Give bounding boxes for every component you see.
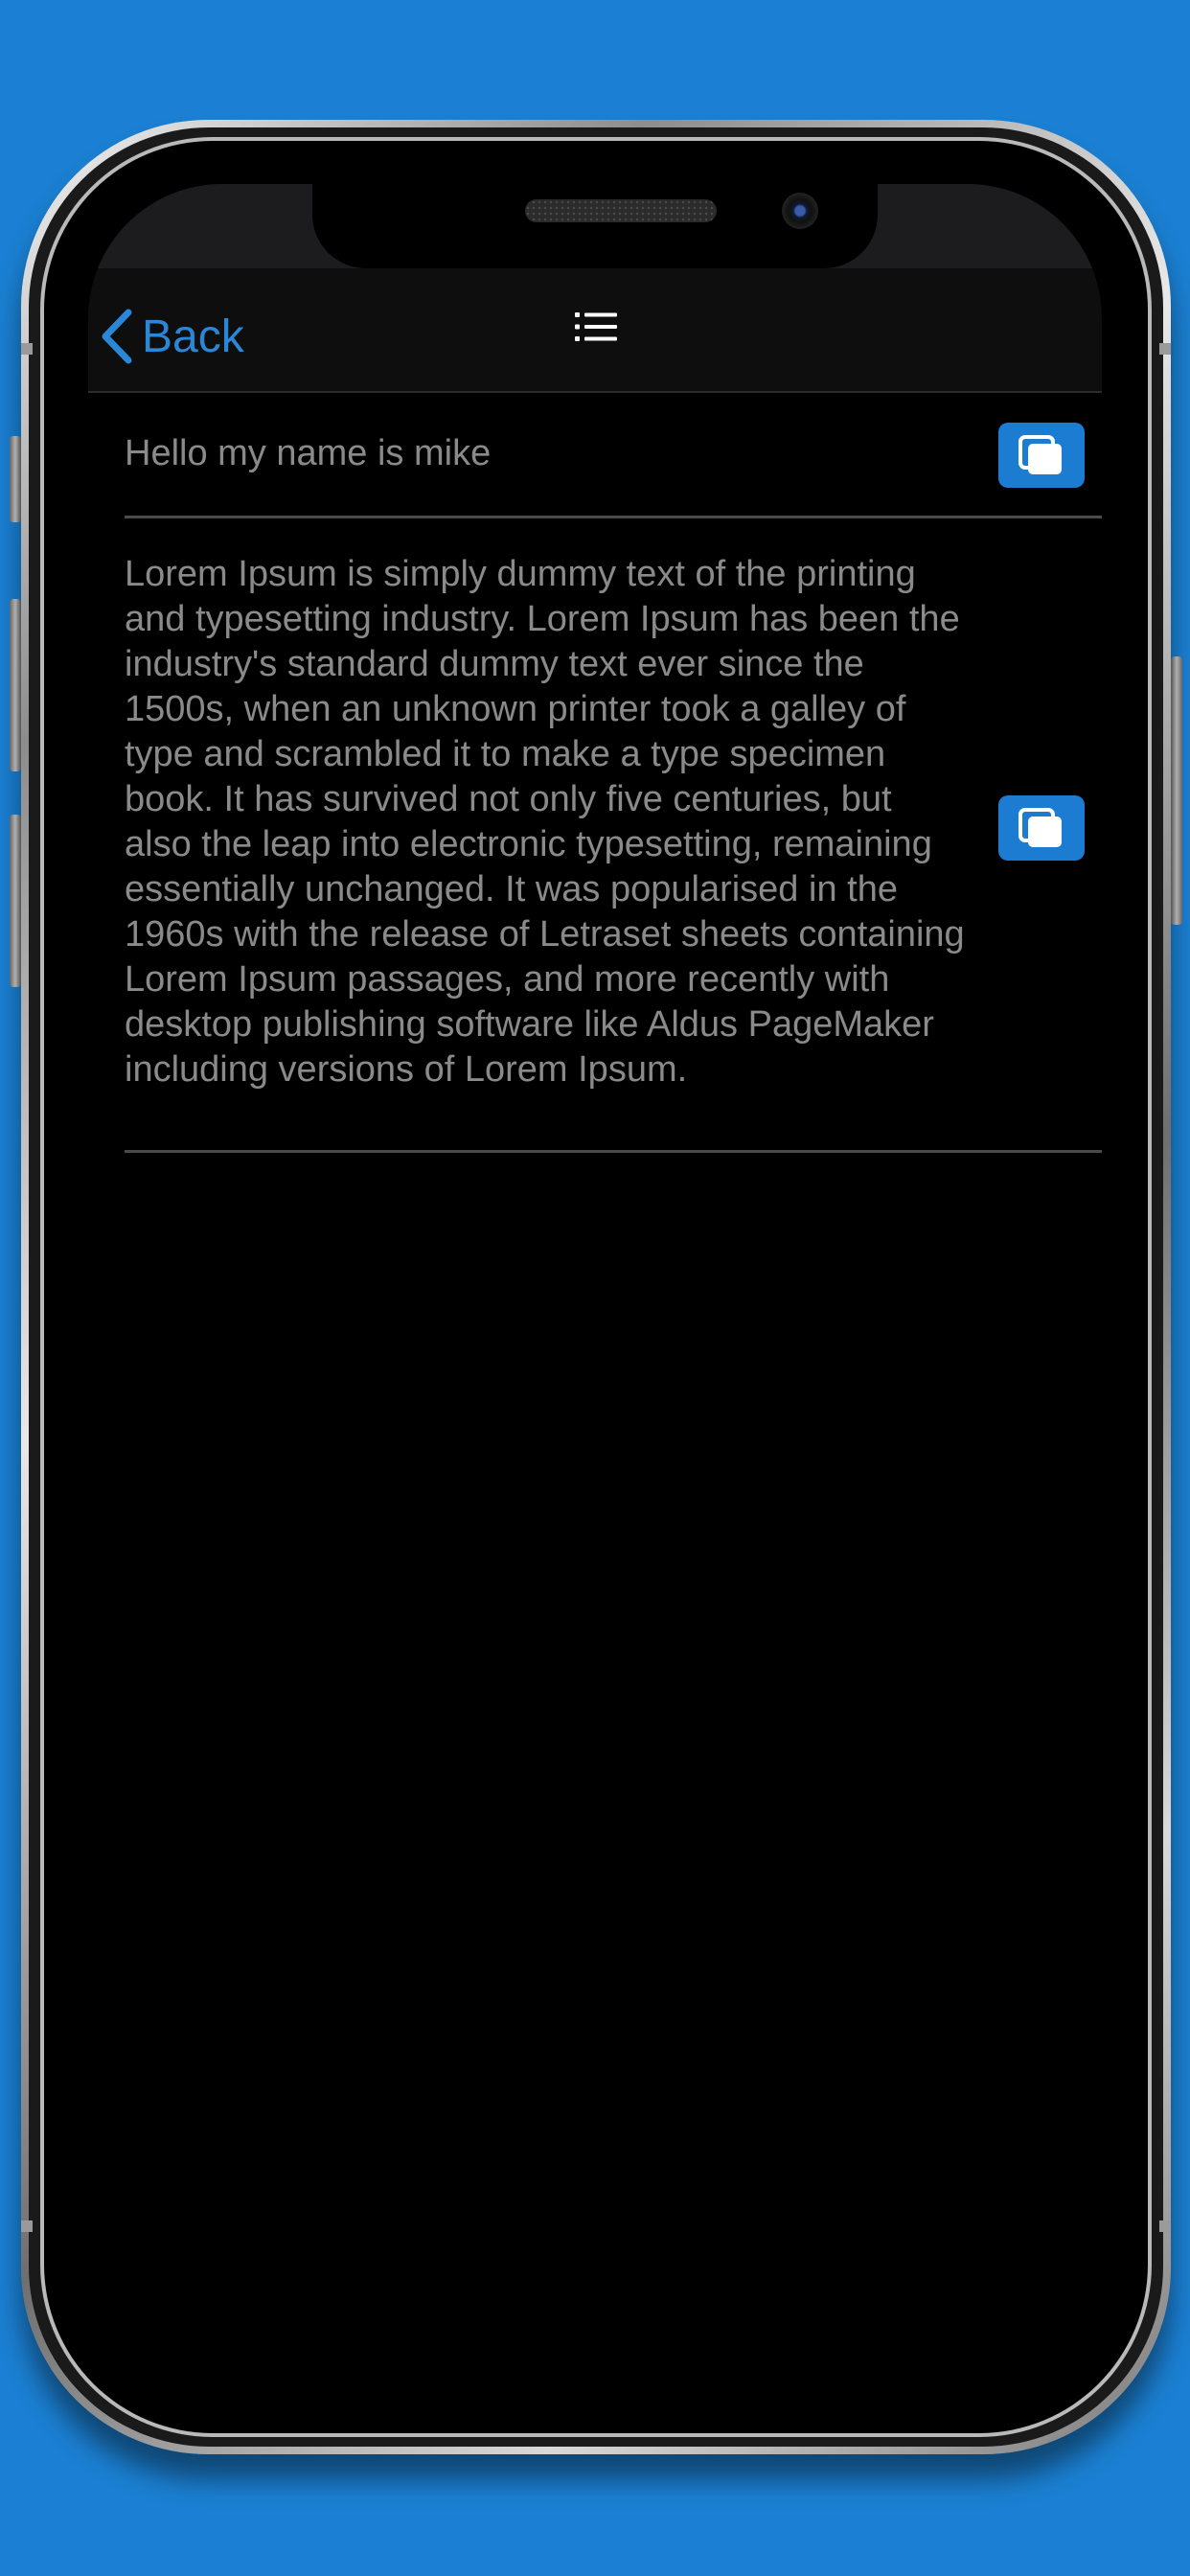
item-text: Hello my name is mike bbox=[125, 433, 492, 473]
mute-switch bbox=[10, 436, 21, 522]
antenna-band bbox=[21, 343, 33, 355]
notch bbox=[312, 184, 878, 268]
front-camera-icon bbox=[782, 193, 818, 229]
item-text: Lorem Ipsum is simply dummy text of the printing and typesetting industry. Lorem Ipsum has been the industry's standard dummy text ever since the 1500s, when an unknown printer took a galley of type and scrambled it to make a type specimen book. It has survived not only five centuries, but also the leap into electronic typesetting, remaining essentially unchanged. It was popularised in the 1960s with the release of Letraset sheets containing Lorem Ipsum passages, and more recently with desktop publishing software like Aldus PageMaker including versions of Lorem Ipsum. bbox=[125, 554, 965, 1090]
app-screen bbox=[88, 184, 1102, 2409]
list-icon[interactable] bbox=[575, 310, 617, 343]
antenna-band bbox=[1159, 343, 1171, 355]
list-item bbox=[125, 393, 1102, 518]
list-item bbox=[125, 519, 1102, 1153]
copy-icon bbox=[1018, 807, 1065, 849]
copy-button[interactable] bbox=[998, 795, 1085, 861]
status-bar bbox=[88, 184, 1102, 268]
back-button[interactable] bbox=[96, 303, 244, 370]
navigation-bar bbox=[88, 268, 1102, 393]
earpiece-speaker bbox=[525, 199, 717, 222]
antenna-band bbox=[1159, 2220, 1171, 2232]
antenna-band bbox=[21, 2220, 33, 2232]
chevron-left-icon bbox=[96, 307, 136, 366]
back-label: Back bbox=[142, 310, 244, 362]
volume-up-button bbox=[10, 599, 21, 771]
power-button bbox=[1171, 656, 1182, 925]
copy-button[interactable] bbox=[998, 423, 1085, 488]
volume-down-button bbox=[10, 815, 21, 987]
copy-icon bbox=[1018, 434, 1065, 476]
